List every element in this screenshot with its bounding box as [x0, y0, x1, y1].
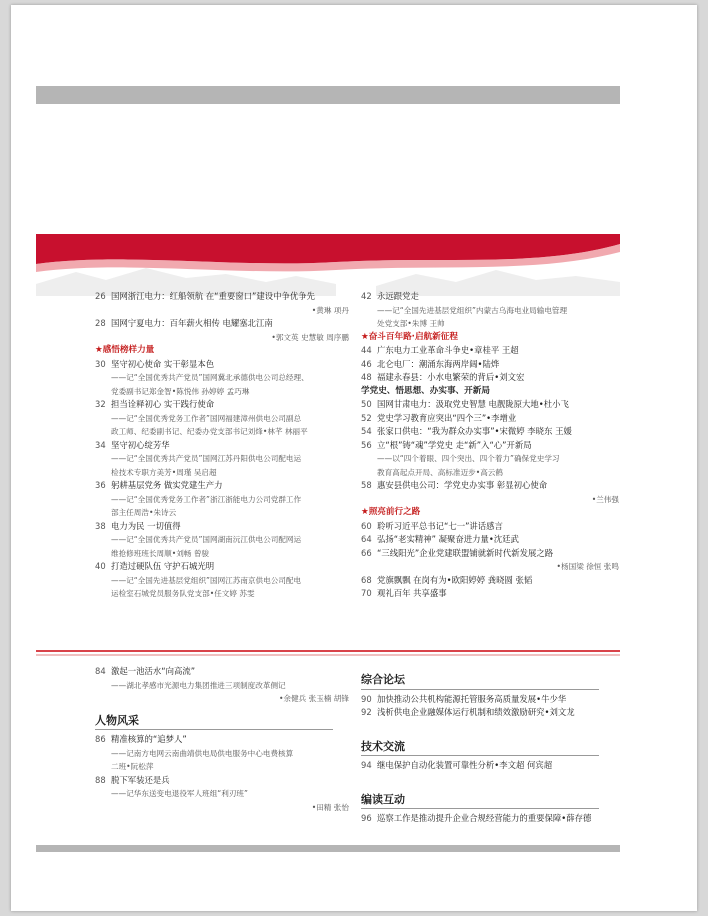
section-heading: ★感悟榜样力量 [95, 345, 155, 355]
entry-title: 北仑电厂：潮涌东海两岸阔•陆烨 [377, 358, 500, 369]
entry-title: 观礼百年 共享盛事 [377, 588, 447, 598]
toc-entry [361, 533, 619, 547]
entry-title: 党史学习教育应突出“四个三”•李增业 [377, 412, 517, 423]
entry-authors: •田精 张怡 [311, 802, 349, 812]
entry-title: 加快推动公共机构能源托管服务高质量发展•牛少华 [377, 693, 567, 704]
entry-authors: •兰伟强 [591, 494, 619, 504]
entry-title: 广东电力工业革命斗争史•章桂平 王超 [377, 345, 519, 355]
entry-title: 精准核算的“追梦人” [111, 734, 187, 744]
toc-entry [361, 759, 619, 773]
bottom-gray-bar [36, 845, 620, 852]
toc-left-column [95, 290, 349, 601]
entry-subtitle: 二班•阮松萍 [111, 762, 154, 771]
entry-title: 惠安县供电公司：学党史办实事 彰显初心使命 [377, 480, 548, 490]
entry-subtitle: ——记“全国优秀党务工作者”国网福建漳州供电公司副总 [111, 413, 302, 423]
page-number: 68 [361, 574, 372, 585]
page-number: 86 [95, 734, 106, 744]
entry-subtitle: ——记“全国先进基层党组织”内蒙古乌海电业局输电管理 [377, 305, 568, 315]
page-number: 52 [361, 412, 372, 423]
page-number: 28 [95, 318, 106, 328]
page-number: 44 [361, 345, 372, 355]
entry-title: 弘扬“老实精神” 凝聚奋进力量•沈廷武 [377, 534, 519, 544]
section-heading: ★照亮前行之路 [361, 507, 421, 517]
page-number: 50 [361, 399, 372, 409]
section-heading: ★奋斗百年路·启航新征程 [361, 331, 458, 342]
toc-bottom-right [361, 673, 619, 826]
entry-title: 福建永春县：小水电繁荣的背后•刘文宏 [377, 372, 525, 382]
entry-title: 国网甘肃电力：汲取党史智慧 电靓陇原大地•杜小飞 [377, 399, 569, 409]
entry-subtitle: ——记“全国优秀党务工作者”浙江浙能电力公司党群工作 [111, 494, 302, 504]
toc-entry [95, 290, 349, 304]
page-number: 26 [95, 291, 106, 301]
entry-authors: •黄琳 项丹 [311, 305, 349, 315]
section-heading: 学党史、悟思想、办实事、开新局 [361, 385, 490, 396]
entry-authors: •杨国梁 徐恒 张鸣 [556, 562, 619, 571]
entry-authors: •余健兵 张玉楠 胡锋 [278, 694, 349, 703]
entry-subtitle: 党委副书记郑金智•陈悦伟 孙婷婷 孟巧琳 [111, 386, 250, 396]
spacer [361, 720, 619, 732]
toc-entry [95, 439, 349, 453]
toc-entry [361, 425, 619, 439]
toc-entry [95, 560, 349, 574]
entry-subtitle: 处党支部•朱博 王帅 [377, 319, 445, 328]
page-number: 56 [361, 439, 372, 450]
entry-subtitle: ——记“全国优秀共产党员”国网湖南沅江供电公司配网运 [111, 535, 302, 544]
toc-entry [361, 439, 619, 453]
page-number: 32 [95, 399, 106, 409]
entry-subtitle: 检技术专职方美芳•周瑾 吴启超 [111, 467, 217, 477]
toc-entry [95, 479, 349, 493]
page-number: 90 [361, 693, 372, 704]
page-number: 96 [361, 813, 372, 823]
entry-title: 坚守初心使命 实干彰显本色 [111, 358, 215, 369]
entry-title: 打造过硬队伍 守护石城光明 [111, 561, 215, 571]
toc-entry [95, 317, 349, 331]
toc-entry [361, 290, 619, 304]
page-number: 60 [361, 520, 372, 531]
page-number: 48 [361, 372, 372, 382]
red-ribbon-banner [36, 234, 620, 296]
entry-title: 党旗飘飘 在岗有为•欧阳婷婷 龚晓圆 张韬 [377, 574, 533, 585]
top-gray-bar [36, 86, 620, 104]
entry-title: 继电保护自动化装置可靠性分析•李文超 何宾超 [377, 760, 553, 770]
toc-right-column [361, 290, 619, 601]
column-heading: 人物风采 [95, 714, 333, 731]
entry-title: 国网浙江电力：红船领航 在“重要窗口”建设中争优争先 [111, 291, 315, 301]
toc-entry [95, 665, 349, 679]
page-number: 64 [361, 534, 372, 544]
entry-title: 坚守初心绽芳华 [111, 439, 170, 450]
toc-entry [361, 412, 619, 426]
toc-entry [361, 547, 619, 561]
entry-title: 巡察工作是推动提升企业合规经营能力的重要保障•薛存德 [377, 813, 592, 823]
toc-entry [361, 371, 619, 385]
entry-title: 国网宁夏电力：百年薪火相传 电耀塞北江南 [111, 318, 273, 328]
divider-pink [36, 654, 620, 656]
entry-subtitle: ——记“全国优秀共产党员”国网冀北承德供电公司总经理、 [111, 373, 309, 382]
entry-title: 脱下军装还是兵 [111, 774, 170, 785]
entry-title: 聆听习近平总书记“七一”讲话感言 [377, 520, 503, 531]
page-number: 34 [95, 439, 106, 450]
entry-subtitle: ——记“全国优秀共产党员”国网江苏丹阳供电公司配电运 [111, 454, 302, 463]
entry-title: 躬耕基层党务 做实党建生产力 [111, 480, 223, 490]
entry-subtitle: 维抢修班班长周顺•刘畅 曾骏 [111, 548, 210, 558]
page-number: 84 [95, 666, 106, 676]
toc-entry [361, 398, 619, 412]
toc-bottom-left [95, 665, 349, 814]
page [11, 5, 697, 911]
entry-title: “三线阳光”企业党建联盟铺就新时代新发展之路 [377, 547, 554, 558]
entry-title: 担当诠释初心 实干践行使命 [111, 399, 215, 409]
entry-title: 浅析供电企业融媒体运行机制和绩效激励研究•刘文龙 [377, 707, 575, 717]
column-heading: 综合论坛 [361, 673, 599, 690]
entry-subtitle: ——记华东送变电退役军人班组“利刃班” [111, 789, 248, 798]
toc-entry [361, 344, 619, 358]
toc-entry [361, 520, 619, 534]
entry-subtitle: ——记南方电网云南曲靖供电局供电服务中心电费核算 [111, 748, 294, 758]
toc-entry [361, 706, 619, 720]
page-number: 38 [95, 520, 106, 531]
entry-title: 永远跟党走 [377, 291, 419, 301]
entry-authors: •郭文英 史慧敏 周序鹏 [271, 332, 349, 342]
page-number: 70 [361, 588, 372, 598]
page-number: 66 [361, 547, 372, 558]
entry-subtitle: 部主任周浩•朱诗云 [111, 508, 177, 517]
toc-entry [95, 733, 349, 747]
column-heading: 技术交流 [361, 740, 599, 757]
spacer [361, 773, 619, 785]
entry-subtitle: 教育高起点开局、高标准迈步•高云鹤 [377, 467, 503, 477]
column-heading: 编读互动 [361, 793, 599, 810]
entry-subtitle: ——记“全国先进基层党组织”国网江苏南京供电公司配电 [111, 575, 302, 585]
page-number: 46 [361, 358, 372, 369]
page-number: 58 [361, 480, 372, 490]
toc-entry [95, 520, 349, 534]
page-number: 54 [361, 426, 372, 436]
page-number: 94 [361, 760, 372, 770]
entry-subtitle: ——以“四个着眼、四个突出、四个着力”确保党史学习 [377, 454, 560, 463]
page-number: 42 [361, 291, 372, 301]
toc-entry [95, 358, 349, 372]
entry-title: 立“根”铸“魂”学党史 走“新”入“心”开新局 [377, 439, 532, 450]
toc-entry [361, 358, 619, 372]
page-number: 40 [95, 561, 106, 571]
entry-title: 电力为民 一切值得 [111, 520, 181, 531]
page-number: 88 [95, 774, 106, 785]
toc-entry [361, 574, 619, 588]
toc-entry [361, 479, 619, 493]
page-number: 92 [361, 707, 372, 717]
toc-entry [95, 398, 349, 412]
entry-title: 激起一池活水“向高流” [111, 666, 196, 676]
toc-entry [95, 774, 349, 788]
toc-entry [361, 587, 619, 601]
toc-entry [361, 812, 619, 826]
page-number: 36 [95, 480, 106, 490]
entry-subtitle: ——湖北孝感市光源电力集团推进三项制度改革侧记 [111, 680, 286, 690]
divider-red [36, 650, 620, 652]
entry-subtitle: 政工师、纪委副书记、纪委办党支部书记刘烽•林芊 林丽平 [111, 427, 308, 436]
page-number: 30 [95, 358, 106, 369]
toc-entry [361, 693, 619, 707]
entry-title: 张家口供电：“我为群众办实事”•宋微婷 李晓东 王媛 [377, 426, 572, 436]
entry-subtitle: 运检室石城党员服务队党支部•任文婷 苏雯 [111, 589, 255, 598]
